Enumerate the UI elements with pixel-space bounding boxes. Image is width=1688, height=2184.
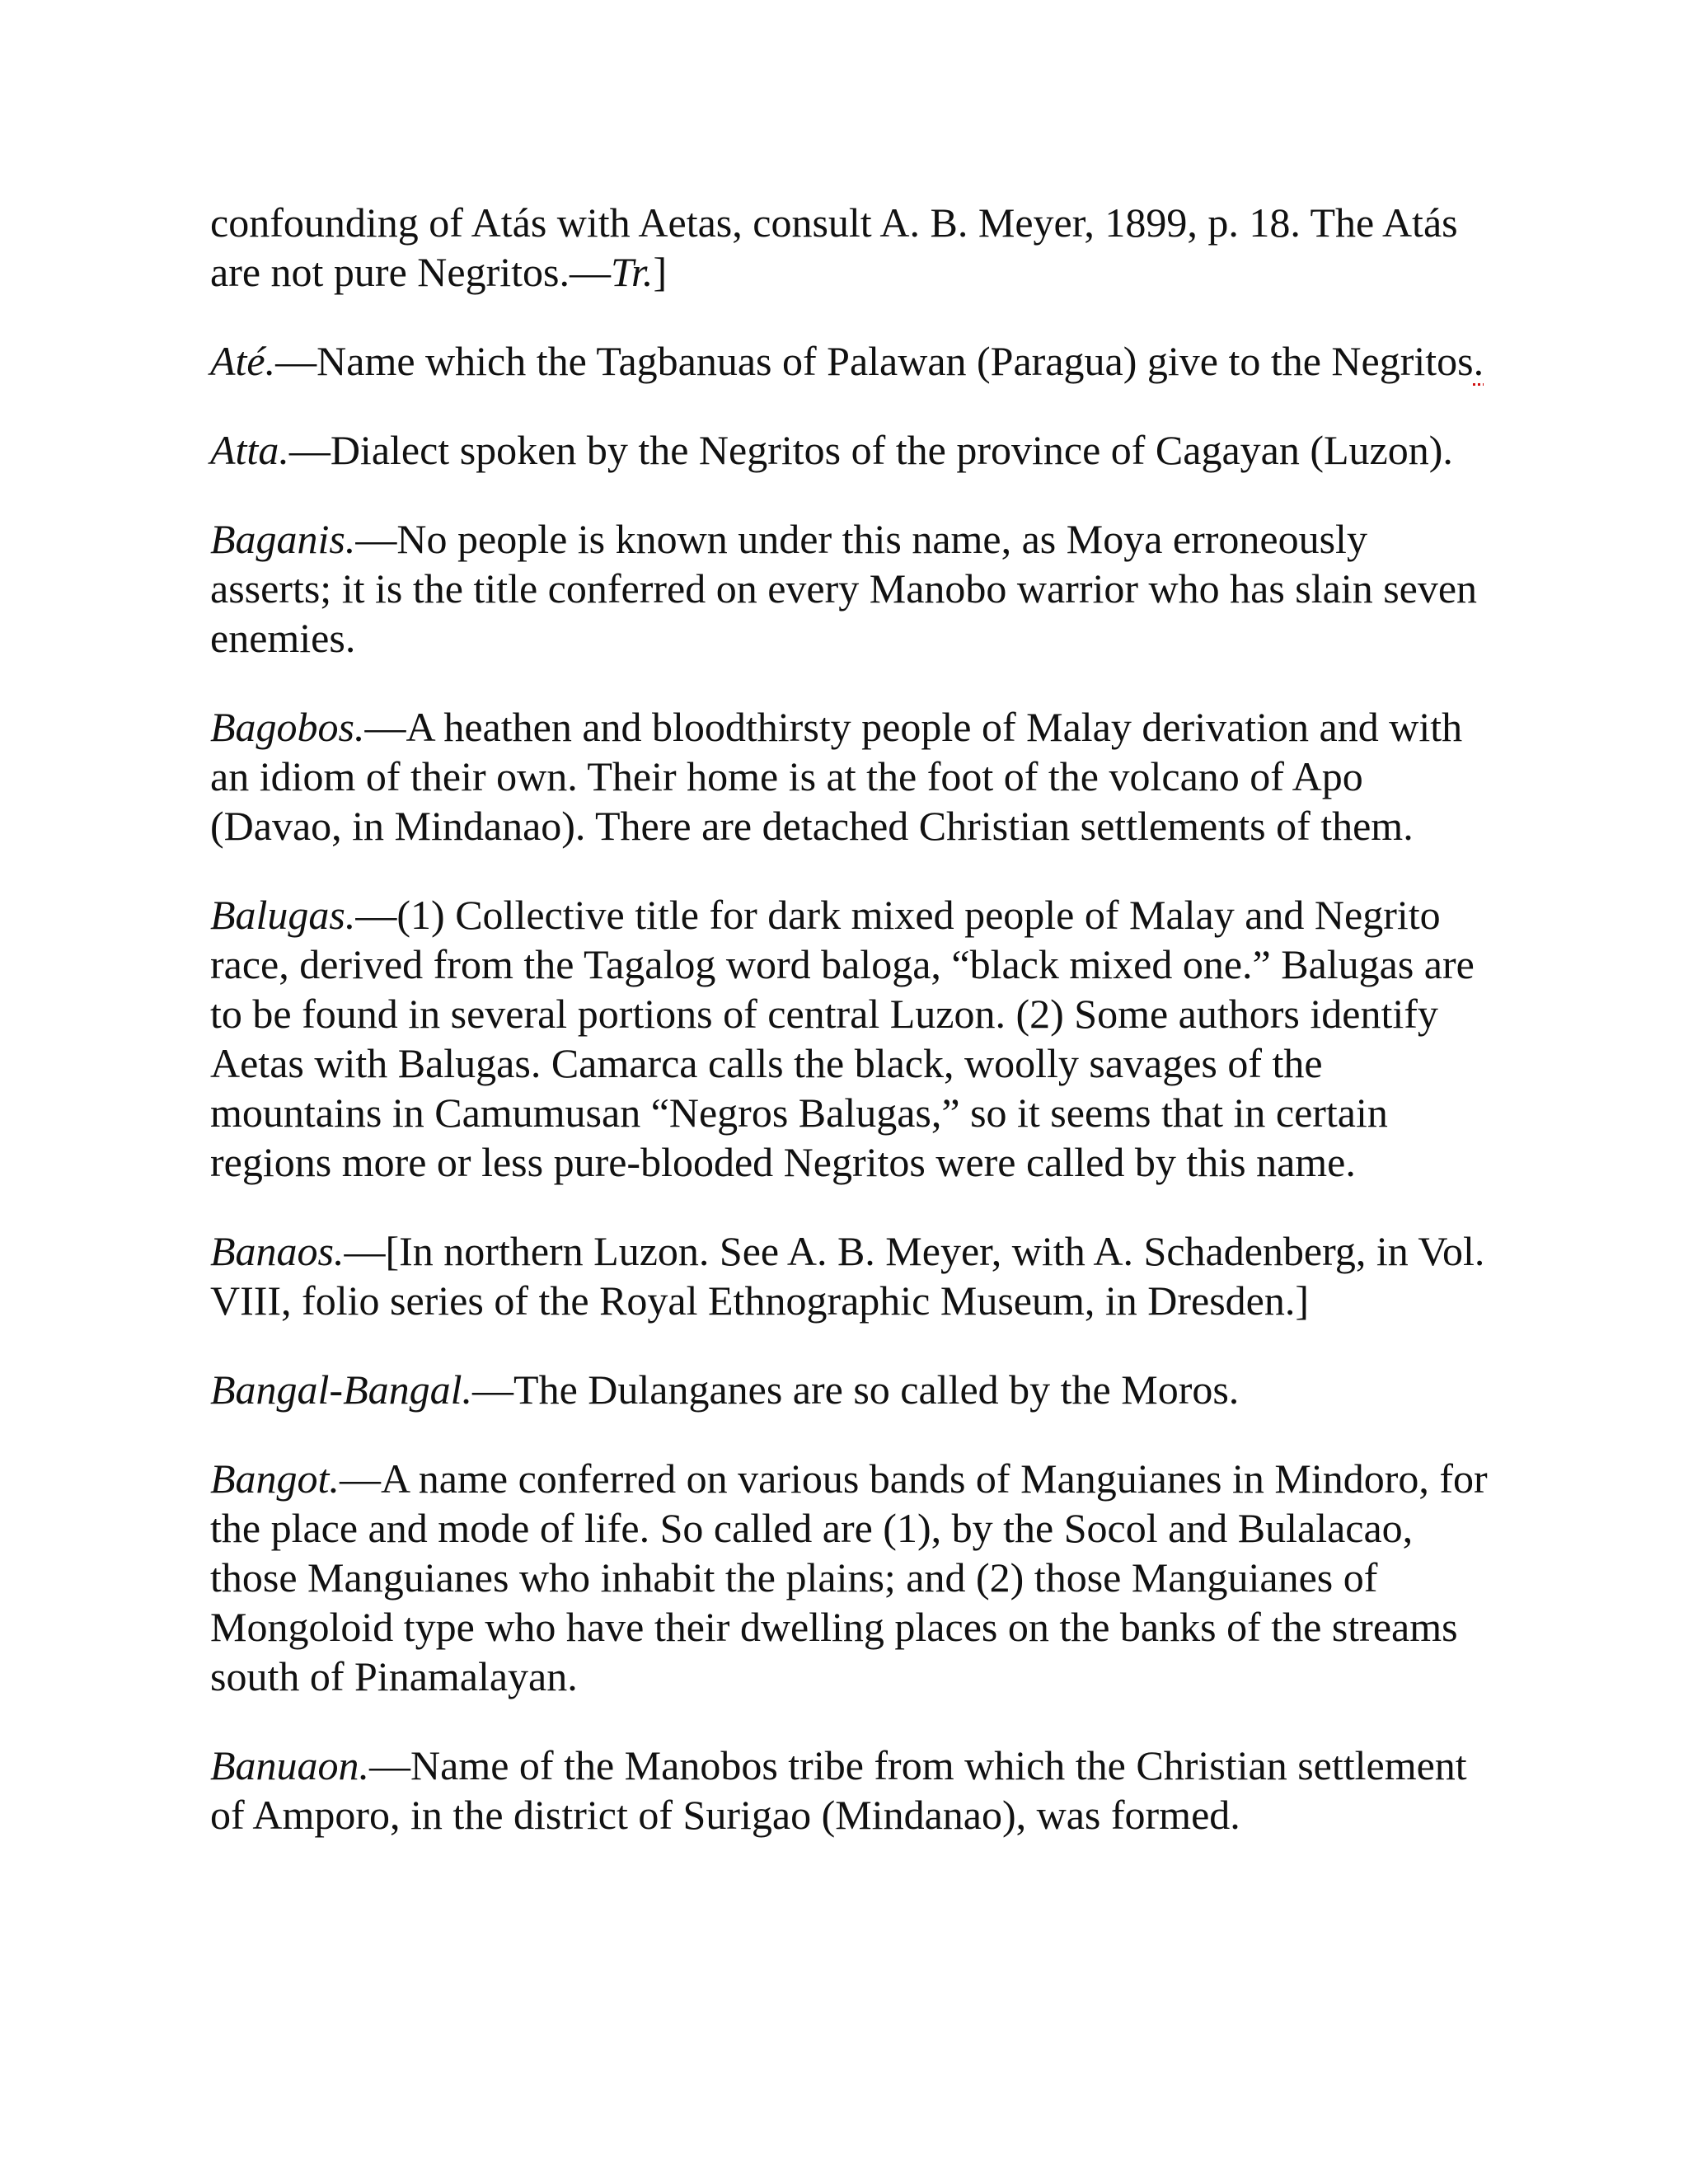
- entry-text: —No people is known under this name, as Moya erroneously asserts; it is the title conferred on every Manobo warrior who has slain seven enemies.: [210, 516, 1478, 661]
- entry-text: —[In northern Luzon. See A. B. Meyer, with A. Schadenberg, in Vol. VIII, folio series of the Royal Ethnographic Museum, in Dresden.]: [210, 1228, 1485, 1324]
- entry-term: Bangal-Bangal.: [210, 1366, 473, 1413]
- spellcheck-marked-period: .: [1473, 338, 1484, 384]
- document-page: [210, 198, 1496, 1879]
- entry-bangal-bangal: [210, 1365, 1496, 1414]
- entry-text: —(1) Collective title for dark mixed people of Malay and Negrito race, derived from the Tagalog word baloga, “black mixed one.” Balugas are to be found in several portions of central Luzon. (2) Some authors identify Aetas with Balugas. Camarca calls the black, woolly savages of the mountains in Camumusan “Negros Balugas,” so it seems that in certain regions more or less pure-blooded Negritos were called by this name.: [210, 892, 1475, 1185]
- entry-term: Banuaon.: [210, 1742, 370, 1788]
- entry-atta: [210, 425, 1496, 475]
- entry-text: —Name of the Manobos tribe from which the Christian settlement of Amporo, in the district of Surigao (Mindanao), was formed.: [210, 1742, 1467, 1838]
- entry-term: Banaos.: [210, 1228, 345, 1274]
- entry-term: Até.: [210, 338, 276, 384]
- entry-ate: [210, 336, 1496, 386]
- translator-mark: Tr.: [610, 249, 654, 295]
- entry-text: confounding of Atás with Aetas, consult A. B. Meyer, 1899, p. 18. The Atás are not pure Negritos.—: [210, 199, 1458, 295]
- entry-continuation: [210, 198, 1496, 297]
- entry-term: Bangot.: [210, 1455, 340, 1502]
- entry-term: Bagobos.: [210, 704, 365, 750]
- entry-banuaon: [210, 1741, 1496, 1840]
- entry-text: —The Dulanganes are so called by the Moros.: [472, 1366, 1240, 1413]
- entry-term: Baganis.: [210, 516, 356, 562]
- entry-term: Balugas.: [210, 892, 356, 938]
- entry-text: —A heathen and bloodthirsty people of Malay derivation and with an idiom of their own. Their home is at the foot of the volcano of Apo (Davao, in Mindanao). There are detached Christian settlements of them.: [210, 704, 1463, 849]
- entry-baganis: [210, 514, 1496, 663]
- entry-balugas: [210, 890, 1496, 1187]
- entry-bangot: [210, 1454, 1496, 1701]
- entry-bagobos: [210, 702, 1496, 851]
- entry-text: —Name which the Tagbanuas of Palawan (Paragua) give to the Negritos: [275, 338, 1474, 384]
- entry-text: —A name conferred on various bands of Manguianes in Mindoro, for the place and mode of life. So called are (1), by the Socol and Bulalacao, those Manguianes who inhabit the plains; and (2) those Manguianes of Mongoloid type who have their dwelling places on the banks of the streams south of Pinamalayan.: [210, 1455, 1488, 1699]
- entry-text: —Dialect spoken by the Negritos of the province of Cagayan (Luzon).: [288, 427, 1453, 473]
- closing-bracket: ]: [653, 249, 668, 295]
- entry-term: Atta.: [210, 427, 289, 473]
- entry-banaos: [210, 1226, 1496, 1325]
